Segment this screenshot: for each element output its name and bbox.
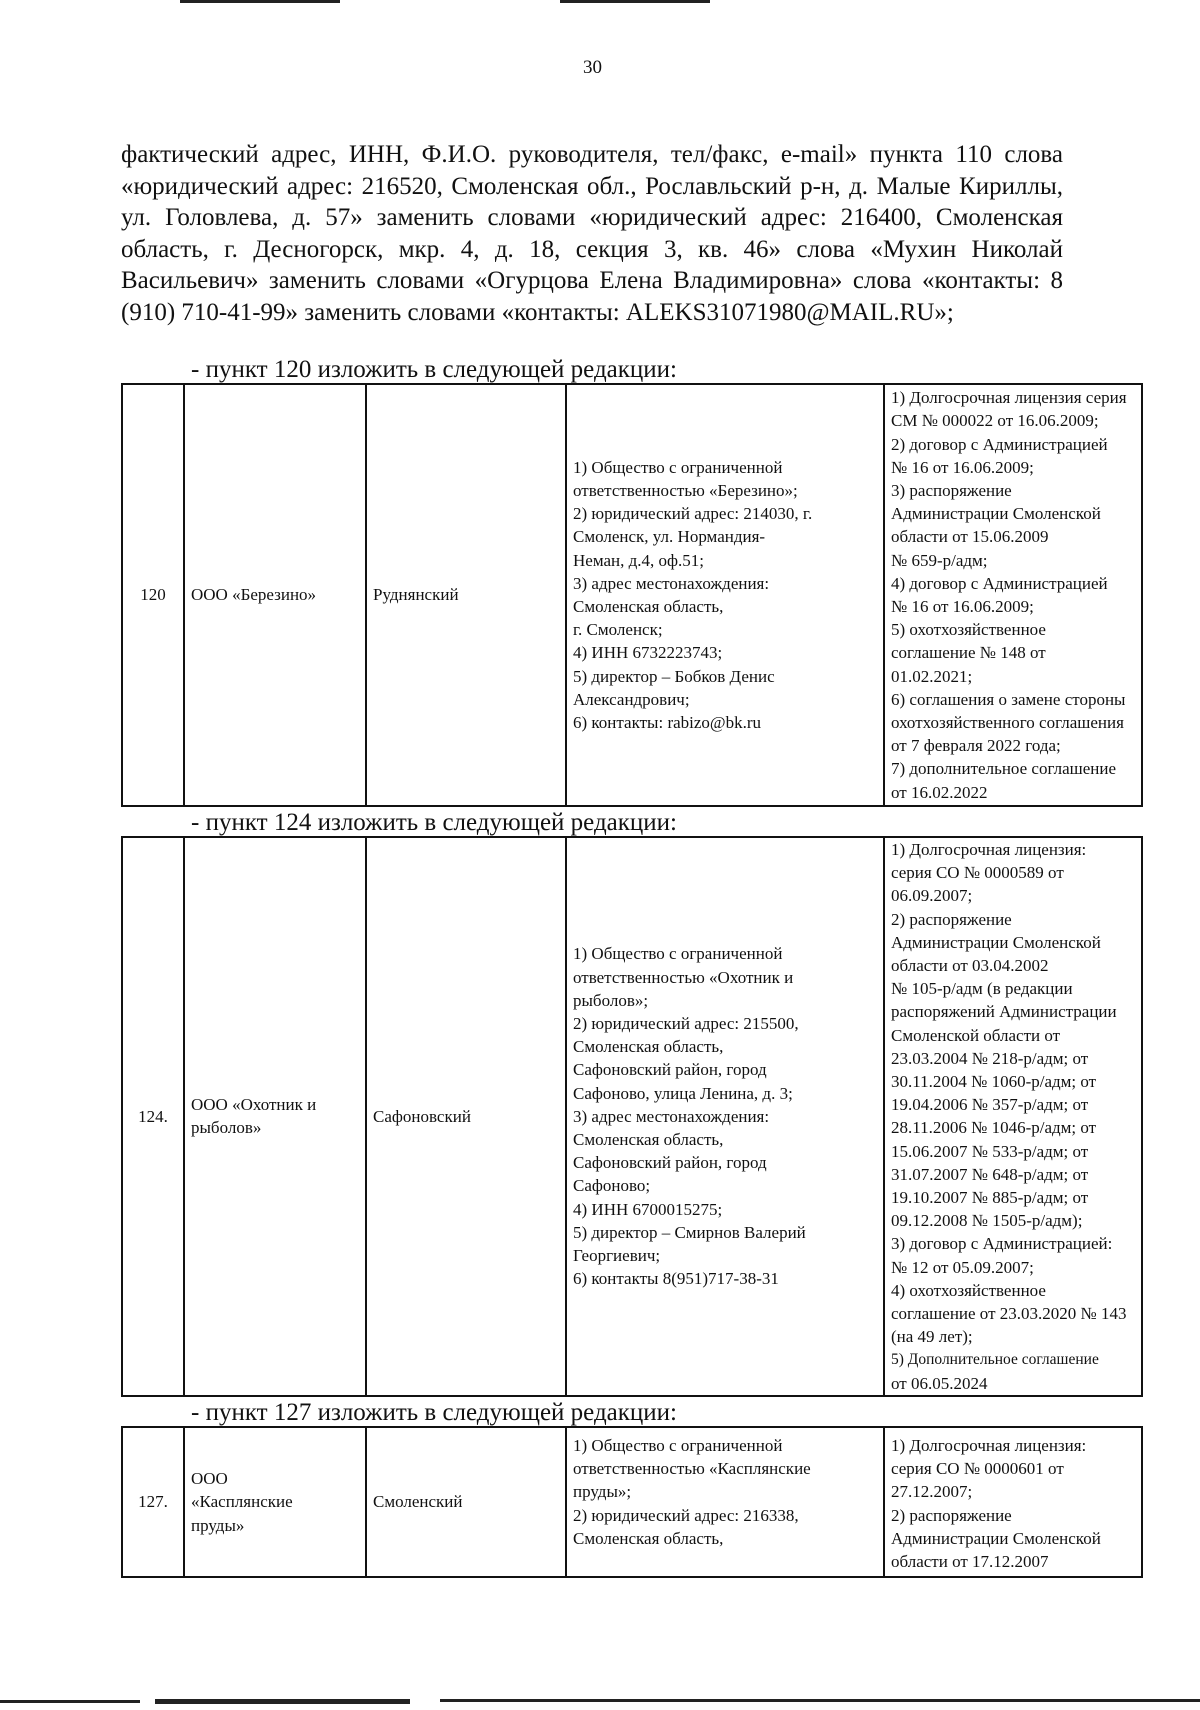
org-line: ООО [191,1469,228,1489]
details-line: ответственностью «Охотник и [573,967,794,987]
document-line: от 06.05.2024 [891,1373,988,1393]
organization-name [184,1427,366,1577]
document-line: 1) Долгосрочная лицензия серия [891,388,1127,408]
details-line: 2) юридический адрес: 214030, г. [573,504,813,524]
document-line: 27.12.2007; [891,1482,973,1502]
document-line: 15.06.2007 № 533-р/адм; от [891,1141,1089,1161]
document-line: области от 15.06.2009 [891,527,1049,547]
document-line: № 16 от 16.06.2009; [891,457,1034,477]
details-line: пруды»; [573,1482,632,1502]
document-line: № 16 от 16.06.2009; [891,597,1034,616]
intro-line: фактический адрес, ИНН, Ф.И.О. руководителя, тел/факс, e-mail» пункта 110 слова [121,141,1063,168]
document-line: от 7 февраля 2022 года; [891,736,1061,756]
scan-artifact-top-mid [560,0,710,3]
document-line: 23.03.2004 № 218-р/адм; от [891,1048,1089,1068]
details-line: 4) ИНН 6732223743; [573,643,723,663]
organization-name [184,384,366,806]
document-line: 5) Дополнительное соглашение [891,1351,1099,1369]
document-line: 4) охотхозяйственное [891,1280,1046,1300]
details-line: 5) директор – Бобков Денис [573,666,775,686]
document-line: 2) распоряжение [891,1505,1012,1525]
details-line: 2) юридический адрес: 216338, [573,1505,799,1525]
details-line: Сафоновский район, город [573,1060,767,1080]
document-line: от 16.02.2022 [891,782,988,802]
scan-artifact-bottom-left [0,1700,140,1703]
organization-details [566,1427,884,1577]
organization-details [566,837,884,1396]
scan-artifact-bottom-mid [155,1699,410,1704]
entry-table-120 [121,383,1143,807]
document-line: 3) договор с Администрацией: [891,1234,1113,1254]
intro-line: 8 (910) 710-41-99» заменить словами «контакты: ALEKS31071980@MAIL.RU»; [121,267,1063,326]
details-line: Сафоново; [573,1176,651,1196]
details-line: 6) контакты: rabizo@bk.ru [573,713,761,733]
document-line: 7) дополнительное соглашение [891,759,1116,779]
intro-line: Васильевич» заменить словами «Огурцова Елена Владимировна» слова «контакты: [121,267,1041,294]
document-line: 09.12.2008 № 1505-р/адм); [891,1211,1083,1231]
documents-list [884,837,1142,1396]
document-line: СМ № 000022 от 16.06.2009; [891,411,1099,431]
document-line: 1) Долгосрочная лицензия: [891,840,1087,859]
document-line: серия СО № 0000589 от [891,863,1064,883]
section-label-120: - пункт 120 изложить в следующей редакции: [191,356,677,383]
document-line: 4) договор с Администрацией [891,573,1108,593]
document-line: охотхозяйственного соглашения [891,713,1124,733]
details-line: Смоленская область, [573,1037,724,1057]
document-line: Администрации Смоленской [891,1528,1101,1548]
section-label-127: - пункт 127 изложить в следующей редакции: [191,1399,677,1426]
details-line: Смоленская область, [573,1130,724,1150]
document-line: распоряжений Администрации [891,1002,1117,1022]
document-line: серия СО № 0000601 от [891,1459,1064,1479]
entry-number: 120 [122,384,184,806]
entry-table-124 [121,836,1143,1397]
details-line: Смоленская область, [573,1528,724,1548]
organization-details [566,384,884,806]
table-row [122,1427,1142,1577]
entry-number: 127. [122,1427,184,1577]
document-line: 01.02.2021; [891,666,973,686]
document-line: 19.10.2007 № 885-р/адм; от [891,1188,1089,1208]
entry-table-127 [121,1426,1143,1578]
document-line: (на 49 лет); [891,1327,973,1347]
documents-list [884,384,1142,806]
details-line: г. Смоленск; [573,620,663,640]
document-line: области от 17.12.2007 [891,1552,1049,1572]
document-line: 06.09.2007; [891,886,973,906]
document-line: 19.04.2006 № 357-р/адм; от [891,1095,1089,1115]
scan-artifact-top-left [180,0,340,3]
org-line: пруды» [191,1515,245,1535]
page-number: 30 [583,57,602,78]
intro-line: область, г. Десногорск, мкр. 4, д. 18, секция 3, кв. 46» слова «Мухин Николай [121,235,1063,263]
details-line: Сафоново, улица Ленина, д. 3; [573,1083,793,1103]
details-line: Георгиевич; [573,1246,661,1266]
details-line: Смоленская область, [573,597,724,616]
document-line: соглашение от 23.03.2020 № 143 [891,1304,1127,1324]
document-line: Администрации Смоленской [891,932,1101,952]
intro-line: «юридический адрес: 216520, Смоленская обл., Рославльский р-н, д. Малые Кириллы, [121,172,1063,200]
details-line: ответственностью «Березино»; [573,480,798,500]
details-line: 1) Общество с ограниченной [573,1436,783,1455]
details-line: 1) Общество с ограниченной [573,944,783,964]
document-line: 5) охотхозяйственное [891,620,1046,640]
details-line: Александрович; [573,689,690,709]
org-line: ООО «Березино» [191,585,317,605]
intro-line: ул. Головлева, д. 57» заменить словами «юридический адрес: 216400, Смоленская [121,204,1063,231]
details-line: 2) юридический адрес: 215500, [573,1014,799,1034]
document-line: № 12 от 05.09.2007; [891,1257,1034,1277]
details-line: 6) контакты 8(951)717-38-31 [573,1269,779,1289]
details-line: Сафоновский район, город [573,1153,767,1173]
details-line: рыболов»; [573,990,649,1010]
section-label-124: - пункт 124 изложить в следующей редакции: [191,809,677,836]
entry-number: 124. [122,837,184,1396]
details-line: 3) адрес местонахождения: [573,1106,770,1126]
document-line: 1) Долгосрочная лицензия: [891,1436,1087,1455]
document-line: Администрации Смоленской [891,504,1101,524]
details-line: 5) директор – Смирнов Валерий [573,1222,806,1242]
document-line: 30.11.2004 № 1060-р/адм; от [891,1072,1097,1092]
details-line: 3) адрес местонахождения: [573,573,770,593]
district-name: Руднянский [366,384,566,806]
org-line: рыболов» [191,1118,262,1138]
document-line: 28.11.2006 № 1046-р/адм; от [891,1118,1097,1138]
documents-list [884,1427,1142,1577]
district-name: Смоленский [366,1427,566,1577]
scan-artifact-bottom-right [440,1699,1200,1702]
district-name: Сафоновский [366,837,566,1396]
document-line: соглашение № 148 от [891,643,1046,663]
table-row [122,384,1142,806]
details-line: Смоленск, ул. Нормандия- [573,527,766,547]
document-line: 6) соглашения о замене стороны [891,689,1126,709]
document-line: 3) распоряжение [891,480,1012,500]
document-line: 2) распоряжение [891,909,1012,929]
document-line: Смоленской области от [891,1025,1061,1045]
details-line: 4) ИНН 6700015275; [573,1199,723,1219]
document-line: 31.07.2007 № 648-р/адм; от [891,1164,1089,1184]
document-line: № 659-р/адм; [891,550,988,570]
document-line: № 105-р/адм (в редакции [891,979,1073,999]
details-line: Неман, д.4, оф.51; [573,550,704,570]
document-line: области от 03.04.2002 [891,956,1049,976]
table-row [122,837,1142,1396]
organization-name [184,837,366,1396]
org-line: «Касплянские [191,1492,293,1512]
document-line: 2) договор с Администрацией [891,434,1108,454]
details-line: ответственностью «Касплянские [573,1459,811,1479]
intro-paragraph [121,139,1063,328]
org-line: ООО «Охотник и [191,1095,317,1115]
details-line: 1) Общество с ограниченной [573,457,783,477]
